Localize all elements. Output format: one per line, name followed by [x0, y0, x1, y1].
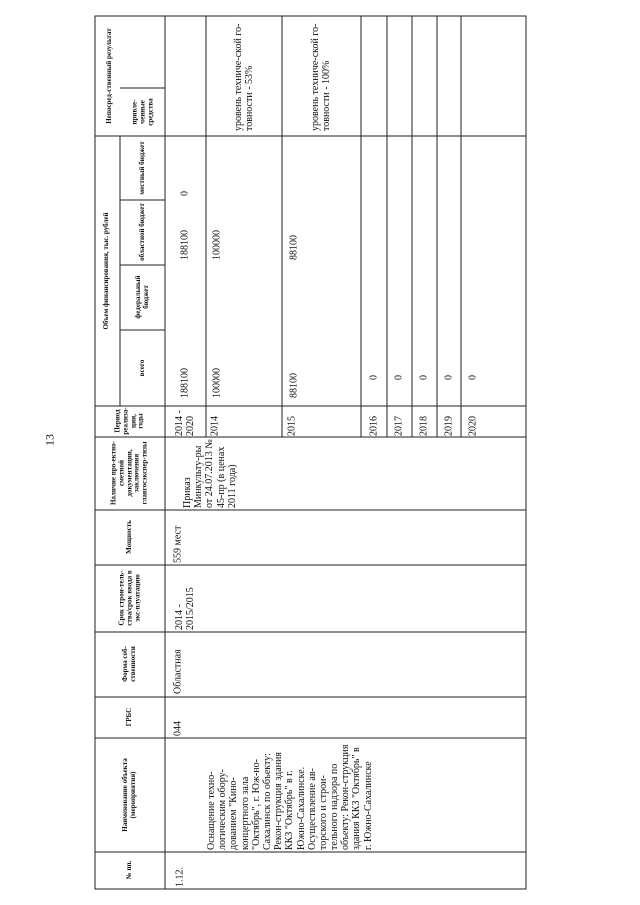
header-local: местный бюджет [138, 141, 147, 195]
period-2018: 2018 [418, 416, 430, 436]
header-total: всего [138, 359, 147, 377]
header-docs: Наличие про-ектно-сметной документации, заключения главгосэкспер-тизы [109, 441, 149, 506]
period-2014-2020: 2014 - 2020 [173, 410, 196, 436]
header-attracted: привле-ченные средства [130, 98, 154, 126]
header-funding: Объем финансирования, тыс. рублей [102, 212, 111, 330]
period-2020: 2020 [467, 416, 479, 436]
period-2019: 2019 [443, 416, 455, 436]
header-num: № пп. [125, 860, 134, 880]
total-2014: 100000 [211, 368, 223, 398]
header-capacity: Мощность [125, 520, 134, 554]
total-2017: 0 [393, 375, 405, 380]
result-2014: уровень техниче-ской го-товности - 53% [232, 23, 255, 131]
row-num: 1.12. [174, 867, 186, 887]
total-2016: 0 [368, 375, 380, 380]
total-2014-2020: 188100 [179, 368, 191, 398]
row-ownership: Областная [172, 649, 184, 694]
total-2019: 0 [443, 375, 455, 380]
header-ownership: Форма соб-ственности [121, 646, 137, 682]
row-term: 2014 - 2015/2015 [173, 587, 196, 630]
header-result: Непосред-ственный результат [105, 28, 114, 124]
total-2020: 0 [467, 375, 479, 380]
header-regional: областной бюджет [138, 203, 147, 261]
local-2014-2020: 0 [179, 191, 191, 196]
row-docs: Приказ Минкульту-ры от 24.07.2013 № 45-пр (в ценах 2011 года) [182, 439, 238, 508]
period-2017: 2017 [393, 416, 405, 436]
row-grbs: 044 [172, 721, 184, 736]
header-period: Период реализа-ции, годы [113, 407, 145, 435]
period-2016: 2016 [368, 416, 380, 436]
page-number: 13 [42, 434, 57, 446]
result-2015: уровень техниче-ской го-товности - 100% [309, 23, 332, 131]
period-2014: 2014 [209, 416, 221, 436]
regional-2014-2020: 188100 [179, 230, 191, 260]
regional-2014: 100000 [211, 230, 223, 260]
row-capacity: 559 мест [172, 525, 184, 563]
header-federal: федеральный бюджет [134, 275, 150, 319]
regional-2015: 88100 [288, 235, 300, 260]
period-2015: 2015 [286, 416, 298, 436]
header-grbs: ГРБС [125, 707, 134, 727]
header-term: Срок строи-тель-ства/срок ввода в экс-плуатацию [117, 570, 141, 626]
total-2015: 88100 [288, 373, 300, 398]
total-2018: 0 [418, 375, 430, 380]
header-name: Наименование объекта (мероприятия) [121, 758, 137, 832]
row-name: Оснащение техно-логическим обору-дованием "Кино-концертного зала "Октябрь", г. Юж-но-Сахалинск по объекту: Рекон-струкция здания ККЗ "Октябрь" в г. Южно-Сахалинске. Осуществление ав-торского и строи-тельного надзора по объекту: Рекон-струкция здания ККЗ "Октябрь" в г. Южно-Сахалинске [206, 744, 374, 850]
